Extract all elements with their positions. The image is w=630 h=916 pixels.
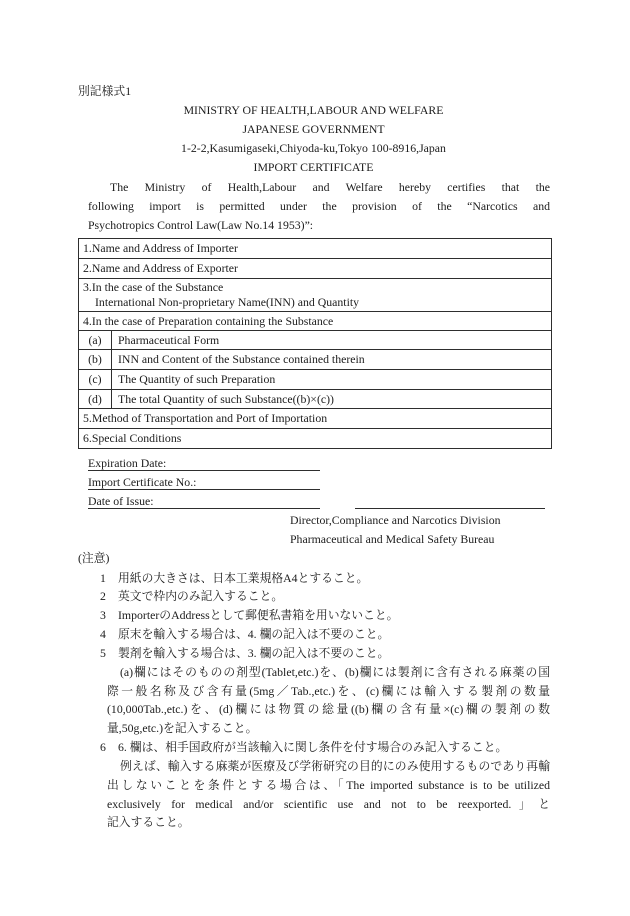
certificate-title: IMPORT CERTIFICATE — [253, 160, 374, 174]
intro-line: following import is permitted under the provision of the “Narcotics and — [88, 199, 550, 213]
row-preparation — [79, 312, 551, 331]
note-item-4 — [0, 625, 630, 644]
row-preparation-b — [79, 350, 551, 370]
note-item-1 — [0, 569, 630, 588]
certificate-number-field: Import Certificate No.: — [88, 475, 320, 490]
note-number: 6 — [100, 740, 106, 755]
signatory-block — [290, 511, 501, 549]
ministry-address: 1-2-2,Kasumigaseki,Chiyoda-ku,Tokyo 100-8916,Japan — [181, 141, 446, 155]
row-importer — [79, 239, 551, 259]
detail-line: exclusively for medical and/or scientific use and not to be reexported.」と — [107, 796, 550, 811]
item-key: (b) — [79, 350, 112, 369]
item-label: The Quantity of such Preparation — [118, 372, 276, 386]
note-text: 用紙の大きさは、日本工業規格A4とすること。 — [118, 570, 369, 585]
row-preparation-a — [79, 331, 551, 350]
detail-line: (10,000Tab.,etc.)を、(d)欄には物質の総量((b)欄の含有量×(c)欄の製剤の数 — [107, 702, 550, 717]
row-label: 3.In the case of the Substance — [83, 280, 224, 294]
detail-line: 際一般名称及び含有量(5mg／Tab.,etc.)を、(c)欄には輸入する製剤の数量 — [107, 683, 550, 698]
note-number: 5 — [100, 645, 106, 660]
note-item-2 — [0, 587, 630, 606]
detail-line: 出しないことを条件とする場合は、「The imported substance is to be utilized — [107, 777, 550, 792]
detail-line: 量,50g,etc.)を記入すること。 — [107, 721, 258, 736]
expiration-date-field: Expiration Date: — [88, 456, 320, 471]
row-substance — [79, 279, 551, 312]
note-text: ImporterのAddressとして郵便私書箱を用いないこと。 — [118, 608, 399, 623]
row-label: 1.Name and Address of Importer — [83, 241, 238, 255]
row-exporter — [79, 259, 551, 279]
note-item-3 — [0, 606, 630, 625]
row-label: 2.Name and Address of Exporter — [83, 261, 238, 275]
item-key: (a) — [79, 331, 112, 349]
row-label: 4.In the case of Preparation containing the Substance — [83, 313, 334, 328]
note-number: 4 — [100, 627, 106, 642]
item-label: INN and Content of the Substance contained therein — [118, 352, 365, 366]
notes-heading: (注意) — [78, 551, 110, 565]
date-of-issue-field: Date of Issue: — [88, 494, 320, 509]
item-label: The total Quantity of such Substance((b)×(c)) — [118, 391, 334, 406]
item-key: (c) — [79, 370, 112, 389]
detail-line: 記入すること。 — [107, 815, 190, 830]
note-item-6 — [0, 738, 630, 757]
note-number: 3 — [100, 608, 106, 623]
intro-paragraph — [88, 178, 550, 235]
note-text: 原末を輸入する場合は、4. 欄の記入は不要のこと。 — [118, 627, 390, 642]
row-substance-labels — [79, 280, 359, 310]
note-text: 6. 欄は、相手国政府が当該輸入に関し条件を付す場合のみ記入すること。 — [118, 740, 508, 755]
intro-line: Psychotropics Control Law(Law No.14 1953)”: — [88, 218, 314, 232]
note-text: 製剤を輸入する場合は、3. 欄の記入は不要のこと。 — [118, 645, 390, 660]
form-number-label: 別記様式1 — [78, 84, 132, 98]
row-preparation-d — [79, 390, 551, 409]
row-label: 6.Special Conditions — [83, 431, 182, 445]
note-5-detail — [107, 663, 550, 738]
item-label: Pharmaceutical Form — [118, 332, 220, 347]
note-number: 2 — [100, 589, 106, 604]
certificate-table — [78, 238, 552, 449]
signatory-bureau: Pharmaceutical and Medical Safety Bureau — [290, 532, 495, 546]
row-label: 5.Method of Transportation and Port of Importation — [83, 411, 328, 425]
row-preparation-c — [79, 370, 551, 390]
signature-line — [355, 508, 545, 509]
detail-line: 例えば、輸入する麻薬が医療及び学術研究の目的にのみ使用するものであり再輸 — [120, 758, 550, 773]
ministry-name: MINISTRY OF HEALTH,LABOUR AND WELFARE — [183, 103, 444, 117]
letterhead — [0, 101, 627, 177]
intro-line: The Ministry of Health,Labour and Welfare hereby certifies that the — [110, 180, 550, 194]
note-6-detail — [107, 757, 550, 832]
row-transport — [79, 409, 551, 429]
signatory-title: Director,Compliance and Narcotics Division — [290, 513, 501, 527]
notes-list — [0, 569, 630, 833]
government-name: JAPANESE GOVERNMENT — [242, 122, 385, 136]
item-key: (d) — [79, 390, 112, 408]
note-number: 1 — [100, 570, 106, 585]
detail-line: (a)欄にはそのものの剤型(Tablet,etc.)を、(b)欄には製剤に含有される麻薬の国 — [120, 664, 550, 679]
note-item-5 — [0, 644, 630, 663]
row-special-conditions — [79, 429, 551, 449]
row-sublabel: International Non-proprietary Name(INN) and Quantity — [95, 295, 360, 309]
note-text: 英文で枠内のみ記入すること。 — [118, 589, 284, 604]
